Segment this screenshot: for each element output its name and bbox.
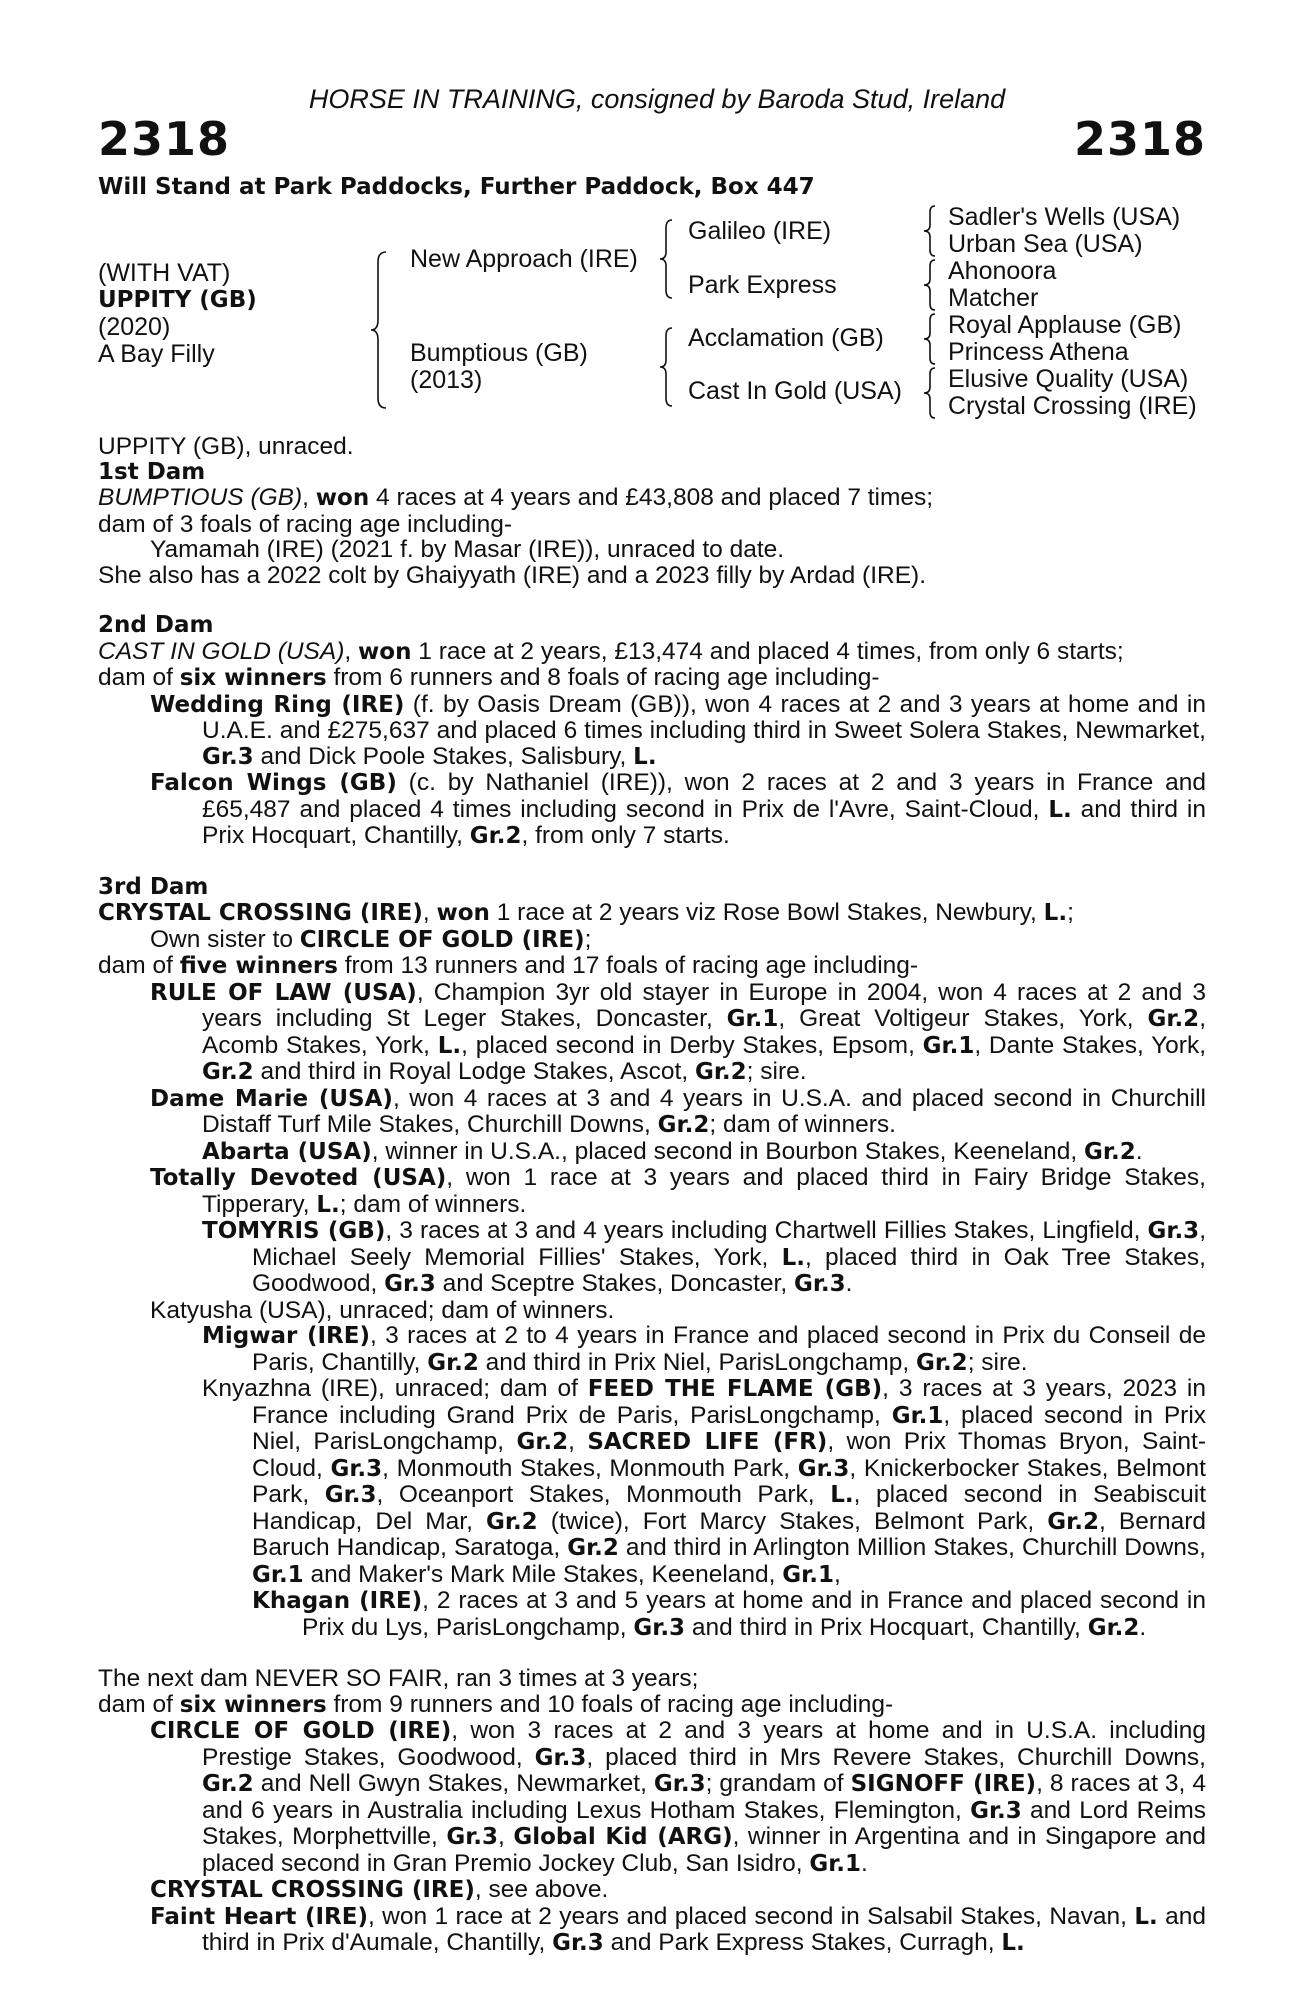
totally-devoted-t2: ; dam of winners. [339,1190,527,1218]
pedigree-sds: Ahonoora [948,257,1057,285]
wedding-ring-text1: (f. by Oasis Dream (GB)), won 4 races at 2 and 3 years at home and in U.A.E. and £275,637 and placed 6 times including third in Sweet Solera Stakes, Newmarket, [202,690,1206,744]
dam2-six-winners: six winners [179,665,327,691]
faint-heart-l2: L. [1001,1930,1025,1956]
circle-of-gold-name: CIRCLE OF GOLD (IRE) [150,1718,452,1744]
knyazhna-t2: , 3 races at 3 years, 2023 in France including Grand Prix de Paris, ParisLongchamp, [252,1375,1206,1429]
rule-of-law-l: L. [437,1032,462,1059]
dam3-sister-b: ; [584,925,592,953]
tomyris-g2: Gr.3 [384,1271,436,1297]
migwar-t2: and third in Prix Niel, ParisLongchamp, [478,1348,916,1376]
crystal-crossing-name: CRYSTAL CROSSING (IRE) [150,1877,475,1903]
faint-heart-t3: and Park Express Stakes, Curragh, [603,1929,1002,1956]
totally-devoted-l: L. [316,1191,340,1218]
dam1-also: She also has a 2022 colt by Ghaiyyath (IRE) and a 2023 filly by Ardad (IRE). [98,561,926,589]
global-kid-name: Global Kid (ARG) [513,1824,733,1850]
knyazhna-g10: Gr.1 [782,1561,834,1588]
knyazhna-g9: Gr.1 [252,1561,304,1588]
dam3-text1b: ; [1067,899,1074,926]
circle-of-gold-t7: , [498,1823,514,1850]
circle-of-gold-t6: and Lord Reims Stakes, Morphettville, [202,1796,1206,1850]
abarta-g: Gr.2 [1084,1138,1136,1165]
dam3-sister [98,927,1206,954]
pedigree-dam-year: (2013) [410,366,483,394]
entry-knyazhna [98,1376,1206,1588]
falcon-wings-text3: , from only 7 starts. [521,822,730,849]
migwar-g2: Gr.2 [916,1349,968,1376]
vat-note: (WITH VAT) [98,259,231,287]
wedding-ring-text2: and Dick Poole Stakes, Salisbury, [253,742,634,770]
pedigree-ssd: Urban Sea (USA) [948,230,1143,258]
dam2-name: CAST IN GOLD (USA) [98,637,345,665]
entry-wedding-ring [98,692,1206,771]
rule-of-law-t4: , placed second in Derby Stakes, Epsom, [461,1031,923,1059]
brace-ds [922,312,938,366]
dam3-produce-a: dam of [98,952,180,979]
khagan-g2: Gr.2 [1087,1614,1140,1641]
entry-dame-marie [98,1086,1206,1139]
khagan-t2: and third in Prix Hocquart, Chantilly, [685,1613,1088,1641]
entry-circle-of-gold [98,1718,1206,1877]
rule-of-law-t1: , Champion 3yr old stayer in Europe in 2004, won 4 races at 2 and 3 years including St Leger Stakes, Doncaster, [202,978,1206,1032]
rule-of-law-t6: and third in Royal Lodge Stakes, Ascot, [253,1058,695,1085]
rule-of-law-t5: , Dante Stakes, York, [974,1031,1207,1059]
dam1-heading: 1st Dam [98,458,206,485]
falcon-wings-gr2: Gr.2 [469,823,522,849]
circle-of-gold-g5: Gr.3 [446,1824,499,1850]
knyazhna-t14: , [833,1560,841,1588]
brace-dd [922,366,938,420]
dam3-sister-name: CIRCLE OF GOLD (IRE) [299,926,585,953]
faint-heart-l: L. [1134,1903,1158,1930]
circle-of-gold-t9: . [861,1849,868,1877]
dam2-heading: 2nd Dam [98,612,214,638]
next-dam-produce [98,1692,1206,1719]
dam3-sister-a: Own sister to [150,925,300,953]
knyazhna-g8: Gr.2 [567,1535,619,1561]
knyazhna-t7: , Knickerbocker Stakes, Belmont Park, [252,1454,1206,1508]
knyazhna-t8: , Oceanport Stakes, Monmouth Park, [376,1481,831,1508]
faint-heart-name: Faint Heart (IRE) [150,1903,368,1930]
knyazhna-g5: Gr.3 [324,1482,377,1508]
entry-rule-of-law [98,980,1206,1086]
dam3-five-winners: five winners [179,953,338,979]
dam3-record: CRYSTAL CROSSING (IRE), won 1 race at 2 years viz Rose Bowl Stakes, Newbury, L.; [98,899,1074,926]
knyazhna-g1: Gr.1 [891,1402,944,1429]
dam1-record: BUMPTIOUS (GB), won 4 races at 4 years and £43,808 and placed 7 times; [98,484,934,511]
pedigree-sire: New Approach (IRE) [410,245,638,273]
knyazhna-t5: , won Prix Thomas Bryon, Saint-Cloud, [252,1428,1206,1482]
circle-of-gold-t1: , won 3 races at 2 and 3 years at home and in U.S.A. including Prestige Stakes, Goodwood, [202,1717,1206,1771]
dam2-won: won [358,638,412,665]
knyazhna-g3: Gr.3 [330,1455,383,1482]
rule-of-law-t7: ; sire. [746,1058,807,1085]
circle-of-gold-t2: , placed third in Mrs Revere Stakes, Churchill Downs, [586,1743,1206,1771]
tomyris-g1: Gr.3 [1147,1218,1200,1244]
brace-horse [368,250,390,410]
falcon-wings-text1: (c. by Nathaniel (IRE)), won 2 races at 2 and 3 years in France and £65,487 and placed 4 times including second in Prix de l'Avre, Saint-Cloud, [202,769,1207,823]
dame-marie-name: Dame Marie (USA) [150,1085,393,1112]
entry-khagan [98,1588,1206,1641]
next-dam-six-winners: six winners [179,1691,327,1718]
brace-ss [922,204,938,258]
pedigree-dam-sire: Acclamation (GB) [688,324,884,352]
horse-name: UPPITY (GB) [98,287,257,313]
horse-description: A Bay Filly [98,340,215,368]
knyazhna-g2: Gr.2 [516,1429,569,1455]
dam1-foal-yamamah: Yamamah (IRE) (2021 f. by Masar (IRE)), unraced to date. [150,536,785,563]
migwar-name: Migwar (IRE) [202,1323,370,1349]
signoff-name: SIGNOFF (IRE) [850,1771,1037,1797]
dame-marie-g: Gr.2 [657,1112,710,1138]
dam2-record: CAST IN GOLD (USA), won 1 race at 2 years, £13,474 and placed 4 times, from only 6 starts; [98,637,1124,665]
knyazhna-l: L. [830,1482,854,1508]
faint-heart-t2: and third in Prix d'Aumale, Chantilly, [202,1902,1206,1956]
circle-of-gold-g1: Gr.3 [534,1744,587,1771]
rule-of-law-g2: Gr.2 [1147,1006,1200,1032]
dame-marie-t1: , won 4 races at 3 and 4 years in U.S.A. and placed second in Churchill Distaff Turf Mile Stakes, Churchill Downs, [202,1084,1206,1138]
dam3-name: CRYSTAL CROSSING (IRE) [98,900,423,926]
dam3-produce [98,953,1206,980]
pedigree-sdd: Matcher [948,284,1039,312]
tomyris-t3: , placed third in Oak Tree Stakes, Goodwood, [252,1243,1206,1297]
rule-of-law-g1: Gr.1 [726,1006,779,1032]
entry-faint-heart [98,1904,1206,1957]
knyazhna-t3: , placed second in Prix Niel, ParisLongchamp, [252,1401,1207,1455]
dam3-produce-b: from 13 runners and 17 foals of racing age including- [337,952,919,979]
dam1-foals: dam of 3 foals of racing age including- [98,510,513,538]
tomyris-g3: Gr.3 [793,1271,846,1297]
falcon-wings-text2: and third in Prix Hocquart, Chantilly, [202,795,1206,849]
dam1-text: 4 races at 4 years and £43,808 and placed 7 times; [369,484,934,511]
entry-migwar [98,1323,1206,1376]
knyazhna-t1: Knyazhna (IRE), unraced; dam of [202,1375,588,1402]
circle-of-gold-t8: , winner in Argentina and in Singapore and placed second in Gran Premio Jockey Club, San Isidro, [202,1823,1206,1877]
knyazhna-t4: , [568,1428,588,1455]
tomyris-t5: . [845,1270,853,1297]
khagan-g1: Gr.3 [633,1614,686,1641]
rule-of-law-g3: Gr.1 [922,1032,975,1059]
brace-sire [658,218,676,300]
entry-totally-devoted [98,1165,1206,1218]
entry-abarta [98,1139,1206,1166]
tomyris-name: TOMYRIS (GB) [202,1218,386,1244]
knyazhna-t12: and third in Arlington Million Stakes, Churchill Downs, [618,1534,1206,1561]
knyazhna-t13: and Maker's Mark Mile Stakes, Keeneland, [303,1560,783,1588]
pedigree-notes [98,434,1206,1957]
dam2-produce-a: dam of [98,664,180,691]
dam2-produce [98,665,1206,692]
wedding-ring-name: Wedding Ring (IRE) [150,691,405,718]
lot-number-right: 2318 [1073,112,1206,166]
rule-of-law-name: RULE OF LAW (USA) [150,979,417,1006]
circle-of-gold-t4: ; grandam of [705,1770,851,1797]
dam3-heading: 3rd Dam [98,873,209,900]
crystal-crossing-t1: , see above. [474,1876,609,1903]
rule-of-law-g4: Gr.2 [202,1059,254,1085]
entry-tomyris [98,1218,1206,1298]
knyazhna-t6: , Monmouth Stakes, Monmouth Park, [382,1454,798,1482]
entry-katyusha: Katyusha (USA), unraced; dam of winners. [150,1296,615,1324]
lot-number-left: 2318 [98,112,231,166]
dam2-text: 1 race at 2 years, £13,474 and placed 4 times, from only 6 starts; [411,637,1124,665]
migwar-t1: , 3 races at 2 to 4 years in France and placed second in Prix du Conseil de Paris, Chantilly, [252,1322,1206,1376]
tomyris-t1: , 3 races at 3 and 4 years including Chartwell Fillies Stakes, Lingfield, [385,1217,1148,1244]
falcon-wings-name: Falcon Wings (GB) [150,770,397,796]
rule-of-law-g5: Gr.2 [694,1059,747,1085]
entry-falcon-wings [98,770,1206,850]
knyazhna-g7: Gr.2 [1047,1508,1099,1535]
dam3-won: won [436,900,490,926]
pedigree-dam: Bumptious (GB) [410,339,588,367]
dam2-produce-b: from 6 runners and 8 foals of racing age including- [326,664,880,691]
pedigree-dsd: Princess Athena [948,338,1129,366]
knyazhna-g6: Gr.2 [486,1508,538,1535]
tomyris-l: L. [781,1244,805,1271]
pedigree-dds: Elusive Quality (USA) [948,365,1189,393]
circle-of-gold-g6: Gr.1 [809,1850,862,1877]
rule-of-law-t2: , Great Voltigeur Stakes, York, [778,1005,1148,1032]
dam1-won: won [315,485,370,511]
entry-crystal-crossing [98,1877,1206,1904]
abarta-t2: . [1135,1137,1143,1165]
dame-marie-t2: ; dam of winners. [709,1111,896,1138]
stand-location: Will Stand at Park Paddocks, Further Paddock, Box 447 [98,174,815,200]
knyazhna-g4: Gr.3 [797,1455,850,1482]
totally-devoted-name: Totally Devoted (USA) [150,1165,447,1191]
knyazhna-t11: , Bernard Baruch Handicap, Saratoga, [252,1507,1207,1561]
pedigree-ddd: Crystal Crossing (IRE) [948,392,1197,420]
brace-sd [922,258,938,312]
circle-of-gold-t3: and Nell Gwyn Stakes, Newmarket, [253,1770,654,1797]
migwar-t3: ; sire. [967,1348,1028,1376]
dam1-name: BUMPTIOUS (GB) [98,484,303,511]
khagan-t1: , 2 races at 3 and 5 years at home and in France and placed second in Prix du Lys, ParisLongchamp, [302,1587,1206,1641]
migwar-g1: Gr.2 [427,1349,479,1376]
next-dam-produce-b: from 9 runners and 10 foals of racing age including- [326,1690,894,1718]
faint-heart-t1: , won 1 race at 2 years and placed second in Salsabil Stakes, Navan, [367,1902,1135,1930]
knyazhna-t10: (twice), Fort Marcy Stakes, Belmont Park, [537,1507,1048,1535]
khagan-name: Khagan (IRE) [252,1588,423,1614]
circle-of-gold-g2: Gr.2 [202,1771,254,1797]
circle-of-gold-t5: , 8 races at 3, 4 and 6 years in Australia including Lexus Hotham Stakes, Flemington, [202,1770,1206,1824]
tomyris-t2: , Michael Seely Memorial Fillies' Stakes, York, [252,1217,1206,1271]
dam3-listed: L. [1043,900,1068,926]
intro-line: UPPITY (GB), unraced. [98,433,354,460]
faint-heart-g1: Gr.3 [552,1930,604,1956]
next-dam-line: The next dam NEVER SO FAIR, ran 3 times at 3 years; [98,1665,699,1692]
khagan-t3: . [1139,1613,1147,1641]
rule-of-law-t3: , Acomb Stakes, York, [202,1005,1206,1059]
pedigree-dam-dam: Cast In Gold (USA) [688,377,902,405]
horse-year: (2020) [98,313,171,341]
pedigree-dss: Royal Applause (GB) [948,311,1182,339]
totally-devoted-t1: , won 1 race at 3 years and placed third in Fairy Bridge Stakes, Tipperary, [202,1164,1206,1218]
circle-of-gold-g4: Gr.3 [970,1797,1022,1824]
abarta-name: Abarta (USA) [202,1138,372,1165]
pedigree-sire-dam: Park Express [688,271,837,299]
falcon-wings-listed: L. [1048,796,1072,823]
sacred-life-name: SACRED LIFE (FR) [587,1429,828,1455]
brace-dam [658,326,676,408]
tomyris-t4: and Sceptre Stakes, Doncaster, [435,1270,794,1297]
abarta-t1: , winner in U.S.A., placed second in Bourbon Stakes, Keeneland, [371,1137,1085,1165]
dam3-text1: 1 race at 2 years viz Rose Bowl Stakes, Newbury, [489,899,1044,926]
next-dam-produce-a: dam of [98,1690,180,1718]
circle-of-gold-g3: Gr.3 [653,1771,706,1797]
consignor-line: HORSE IN TRAINING, consigned by Baroda Stud, Ireland [308,84,1006,114]
feed-the-flame-name: FEED THE FLAME (GB) [587,1376,883,1402]
pedigree-sire-sire: Galileo (IRE) [688,217,832,245]
wedding-ring-gr3: Gr.3 [202,743,254,770]
wedding-ring-listed: L. [633,743,657,770]
pedigree-sss: Sadler's Wells (USA) [948,203,1181,231]
knyazhna-t9: , placed second in Seabiscuit Handicap, Del Mar, [252,1481,1207,1535]
